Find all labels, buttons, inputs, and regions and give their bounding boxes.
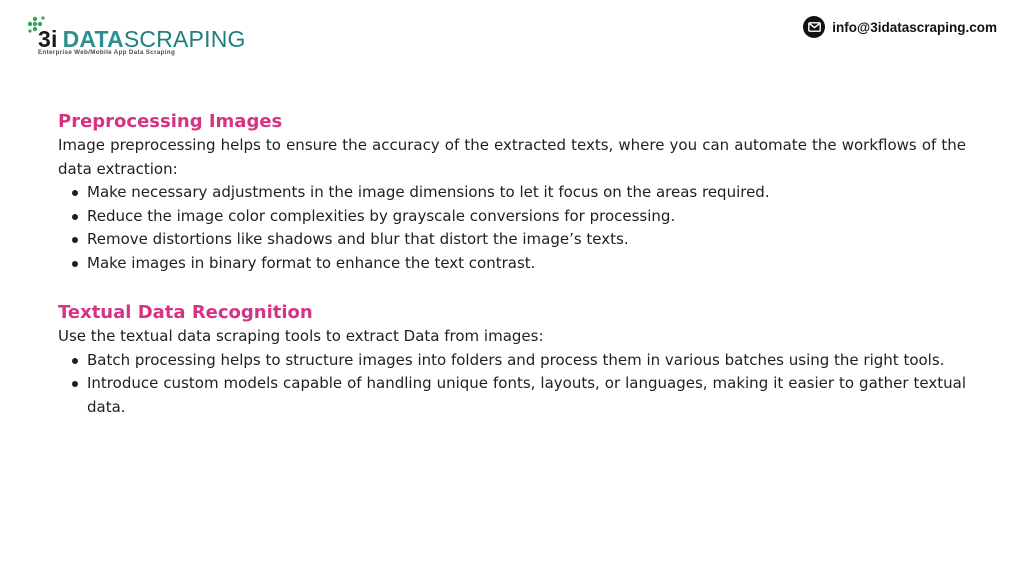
section-intro: Image preprocessing helps to ensure the accuracy of the extracted texts, where you can automate the workflows of the data extraction: [58, 136, 966, 178]
section-preprocessing-images [58, 110, 966, 275]
contact-email[interactable] [803, 16, 997, 38]
company-logo[interactable] [27, 16, 246, 60]
logo-scraping: SCRAPING [123, 26, 246, 52]
list-item: Remove distortions like shadows and blur that distort the image’s texts. [58, 228, 966, 252]
bullet-list [58, 349, 966, 420]
logo-tagline: Enterprise Web/Mobile App Data Scraping [38, 49, 176, 56]
list-item: Introduce custom models capable of handling unique fonts, layouts, or languages, making it easier to gather textual data. [58, 372, 966, 419]
logo-data: DATA [62, 26, 124, 52]
section-title: Preprocessing Images [58, 111, 283, 132]
mail-icon [803, 16, 825, 38]
section-textual-data-recognition [58, 301, 966, 419]
list-item: Batch processing helps to structure images into folders and process them in various batches using the right tools. [58, 349, 966, 373]
list-item: Make necessary adjustments in the image dimensions to let it focus on the areas required. [58, 181, 966, 205]
email-link[interactable]: info@3idatascraping.com [832, 19, 997, 35]
main-content [58, 110, 966, 419]
section-intro: Use the textual data scraping tools to extract Data from images: [58, 327, 544, 345]
section-title: Textual Data Recognition [58, 302, 313, 323]
logo-3i: 3i [38, 26, 58, 52]
list-item: Make images in binary format to enhance the text contrast. [58, 252, 966, 276]
list-item: Reduce the image color complexities by grayscale conversions for processing. [58, 205, 966, 229]
bullet-list [58, 181, 966, 275]
